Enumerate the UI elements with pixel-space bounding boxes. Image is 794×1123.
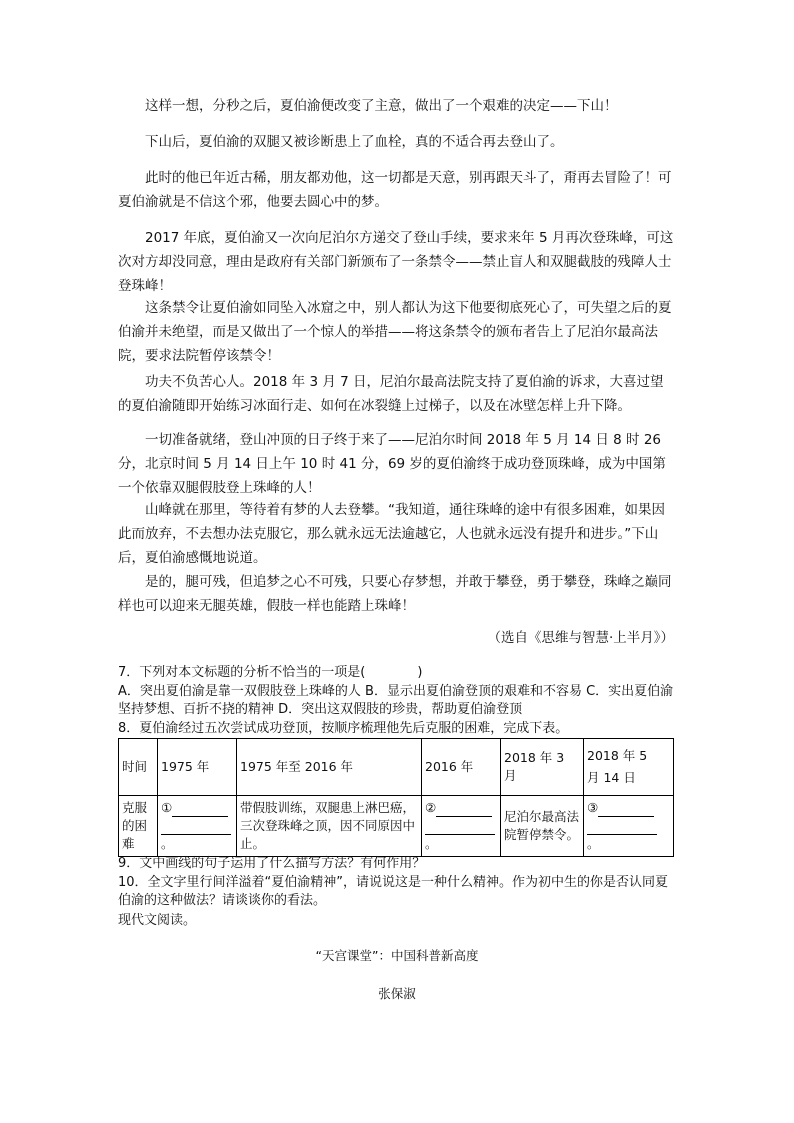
answer-3-marker: ③ [587,800,599,815]
table-cell-answer-1[interactable] [158,796,237,857]
next-article-author: 张保淑 [378,986,416,1001]
answer-1-period: 。 [161,836,174,851]
answer-2-blank[interactable] [436,802,492,817]
table-cell-2018-5-line2: 月 14 日 [587,770,636,785]
paragraph-4: 2017 年底，夏伯渝又一次向尼泊尔方递交了登山手续，要求来年 5 月再次登珠峰，可这次对方却没同意，理由是政府有关部门新颁布了一条禁令——禁止盲人和双腿截肢的残障人士登珠峰！ [118,230,674,294]
paragraph-9: 是的，腿可残，但追梦之心不可残，只要心存梦想，并敢于攀登，勇于攀登，珠峰之巅同样也可以迎来无腿英雄，假肢一样也能踏上珠峰！ [118,574,672,614]
table-cell-answer-3[interactable] [584,796,674,857]
table-header-row [119,739,674,796]
answer-table [118,738,674,857]
next-article-title: “天宫课堂”：中国科普新高度 [315,948,479,963]
question-7-options: A．突出夏伯渝是靠一双假肢登上珠峰的人 B．显示出夏伯渝登顶的艰难和不容易 C．实出夏伯渝坚持梦想、百折不挠的精神 D．突出这双假肢的珍贵，帮助夏伯渝登顶 [118,684,674,717]
table-cell-difficulty-label: 克服的困难 [119,796,158,857]
paragraph-7: 一切准备就绪，登山冲顶的日子终于来了——尼泊尔时间 2018 年 5 月 14 日 8 时 26 分，北京时间 5 月 14 日上午 10 时 41 分，69 岁的夏伯渝终于成功登顶珠峰，成为中国第一个依靠双腿假肢登上珠峰的人！ [118,432,666,496]
paragraph-3: 此时的他已年近古稀，朋友都劝他，这一切都是天意，别再跟天斗了，甭再去冒险了！可夏伯渝就是不信这个邪，他要去圆心中的梦。 [118,170,672,210]
table-cell-2018-5-line1: 2018 年 5 [587,748,648,763]
table-cell-answer-2[interactable] [422,796,501,857]
source-citation: （选自《思维与智慧·上半月》） [487,630,674,646]
answer-3-blank[interactable] [598,802,654,817]
answer-1-blank[interactable] [172,802,228,817]
paragraph-6: 功夫不负苦心人。2018 年 3 月 7 日，尼泊尔最高法院支持了夏伯渝的诉求，大喜过望的夏伯渝随即开始练习冰面行走、如何在冰裂缝上过梯子，以及在冰壁怎样上升下降。 [118,374,664,414]
answer-3-period: 。 [587,836,600,851]
table-cell-2018-5 [584,739,674,796]
table-row-difficulties [119,796,674,857]
paragraph-5: 这条禁令让夏伯渝如同坠入冰窟之中，别人都认为这下他要彻底死心了，可失望之后的夏伯渝并未绝望，而是又做出了一个惊人的举措——将这条禁令的颁布者告上了尼泊尔最高法院，要求法院暂停该禁令！ [118,300,672,364]
answer-2-period: 。 [425,836,438,851]
table-cell-court: 尼泊尔最高法院暂停禁令。 [501,796,584,857]
table-cell-2018-3: 2018 年 3 月 [501,739,584,796]
answer-3-blank-2[interactable] [587,820,657,835]
table-cell-1975-2016: 1975 年至 2016 年 [237,739,422,796]
table-cell-training: 带假肢训练，双腿患上淋巴癌，三次登珠峰之顶，因不同原因中止。 [237,796,422,857]
paragraph-1: 这样一想，分秒之后，夏伯渝便改变了主意，做出了一个艰难的决定——下山！ [145,98,618,114]
section-heading: 现代文阅读。 [118,913,197,928]
answer-1-marker: ① [161,800,173,815]
answer-2-marker: ② [425,800,437,815]
table-cell-time-label: 时间 [119,739,158,796]
table-cell-2016: 2016 年 [422,739,501,796]
question-9: 9．文中画线的句子运用了什么描写方法？有何作用？ [118,856,426,871]
question-8: 8．夏伯渝经过五次尝试成功登顶，按顺序梳理他先后克服的困难，完成下表。 [118,721,569,736]
table-cell-1975: 1975 年 [158,739,237,796]
answer-1-blank-2[interactable] [161,820,231,835]
paragraph-2: 下山后，夏伯渝的双腿又被诊断患上了血栓，真的不适合再去登山了。 [145,134,564,150]
paragraph-8: 山峰就在那里，等待着有梦的人去登攀。“我知道，通往珠峰的途中有很多困难，如果因此而放弃，不去想办法克服它，那么就永远无法逾越它，人也就永远没有提升和进步。”下山后，夏伯渝感慨地说道。 [118,502,665,566]
question-7: 7．下列对本文标题的分析不恰当的一项是( ) [118,665,423,680]
question-10: 10．全文字里行间洋溢着“夏伯渝精神”，请说说这是一种什么精神。作为初中生的你是否认同夏伯渝的这种做法？请谈谈你的看法。 [118,875,669,908]
answer-2-blank-2[interactable] [425,820,495,835]
